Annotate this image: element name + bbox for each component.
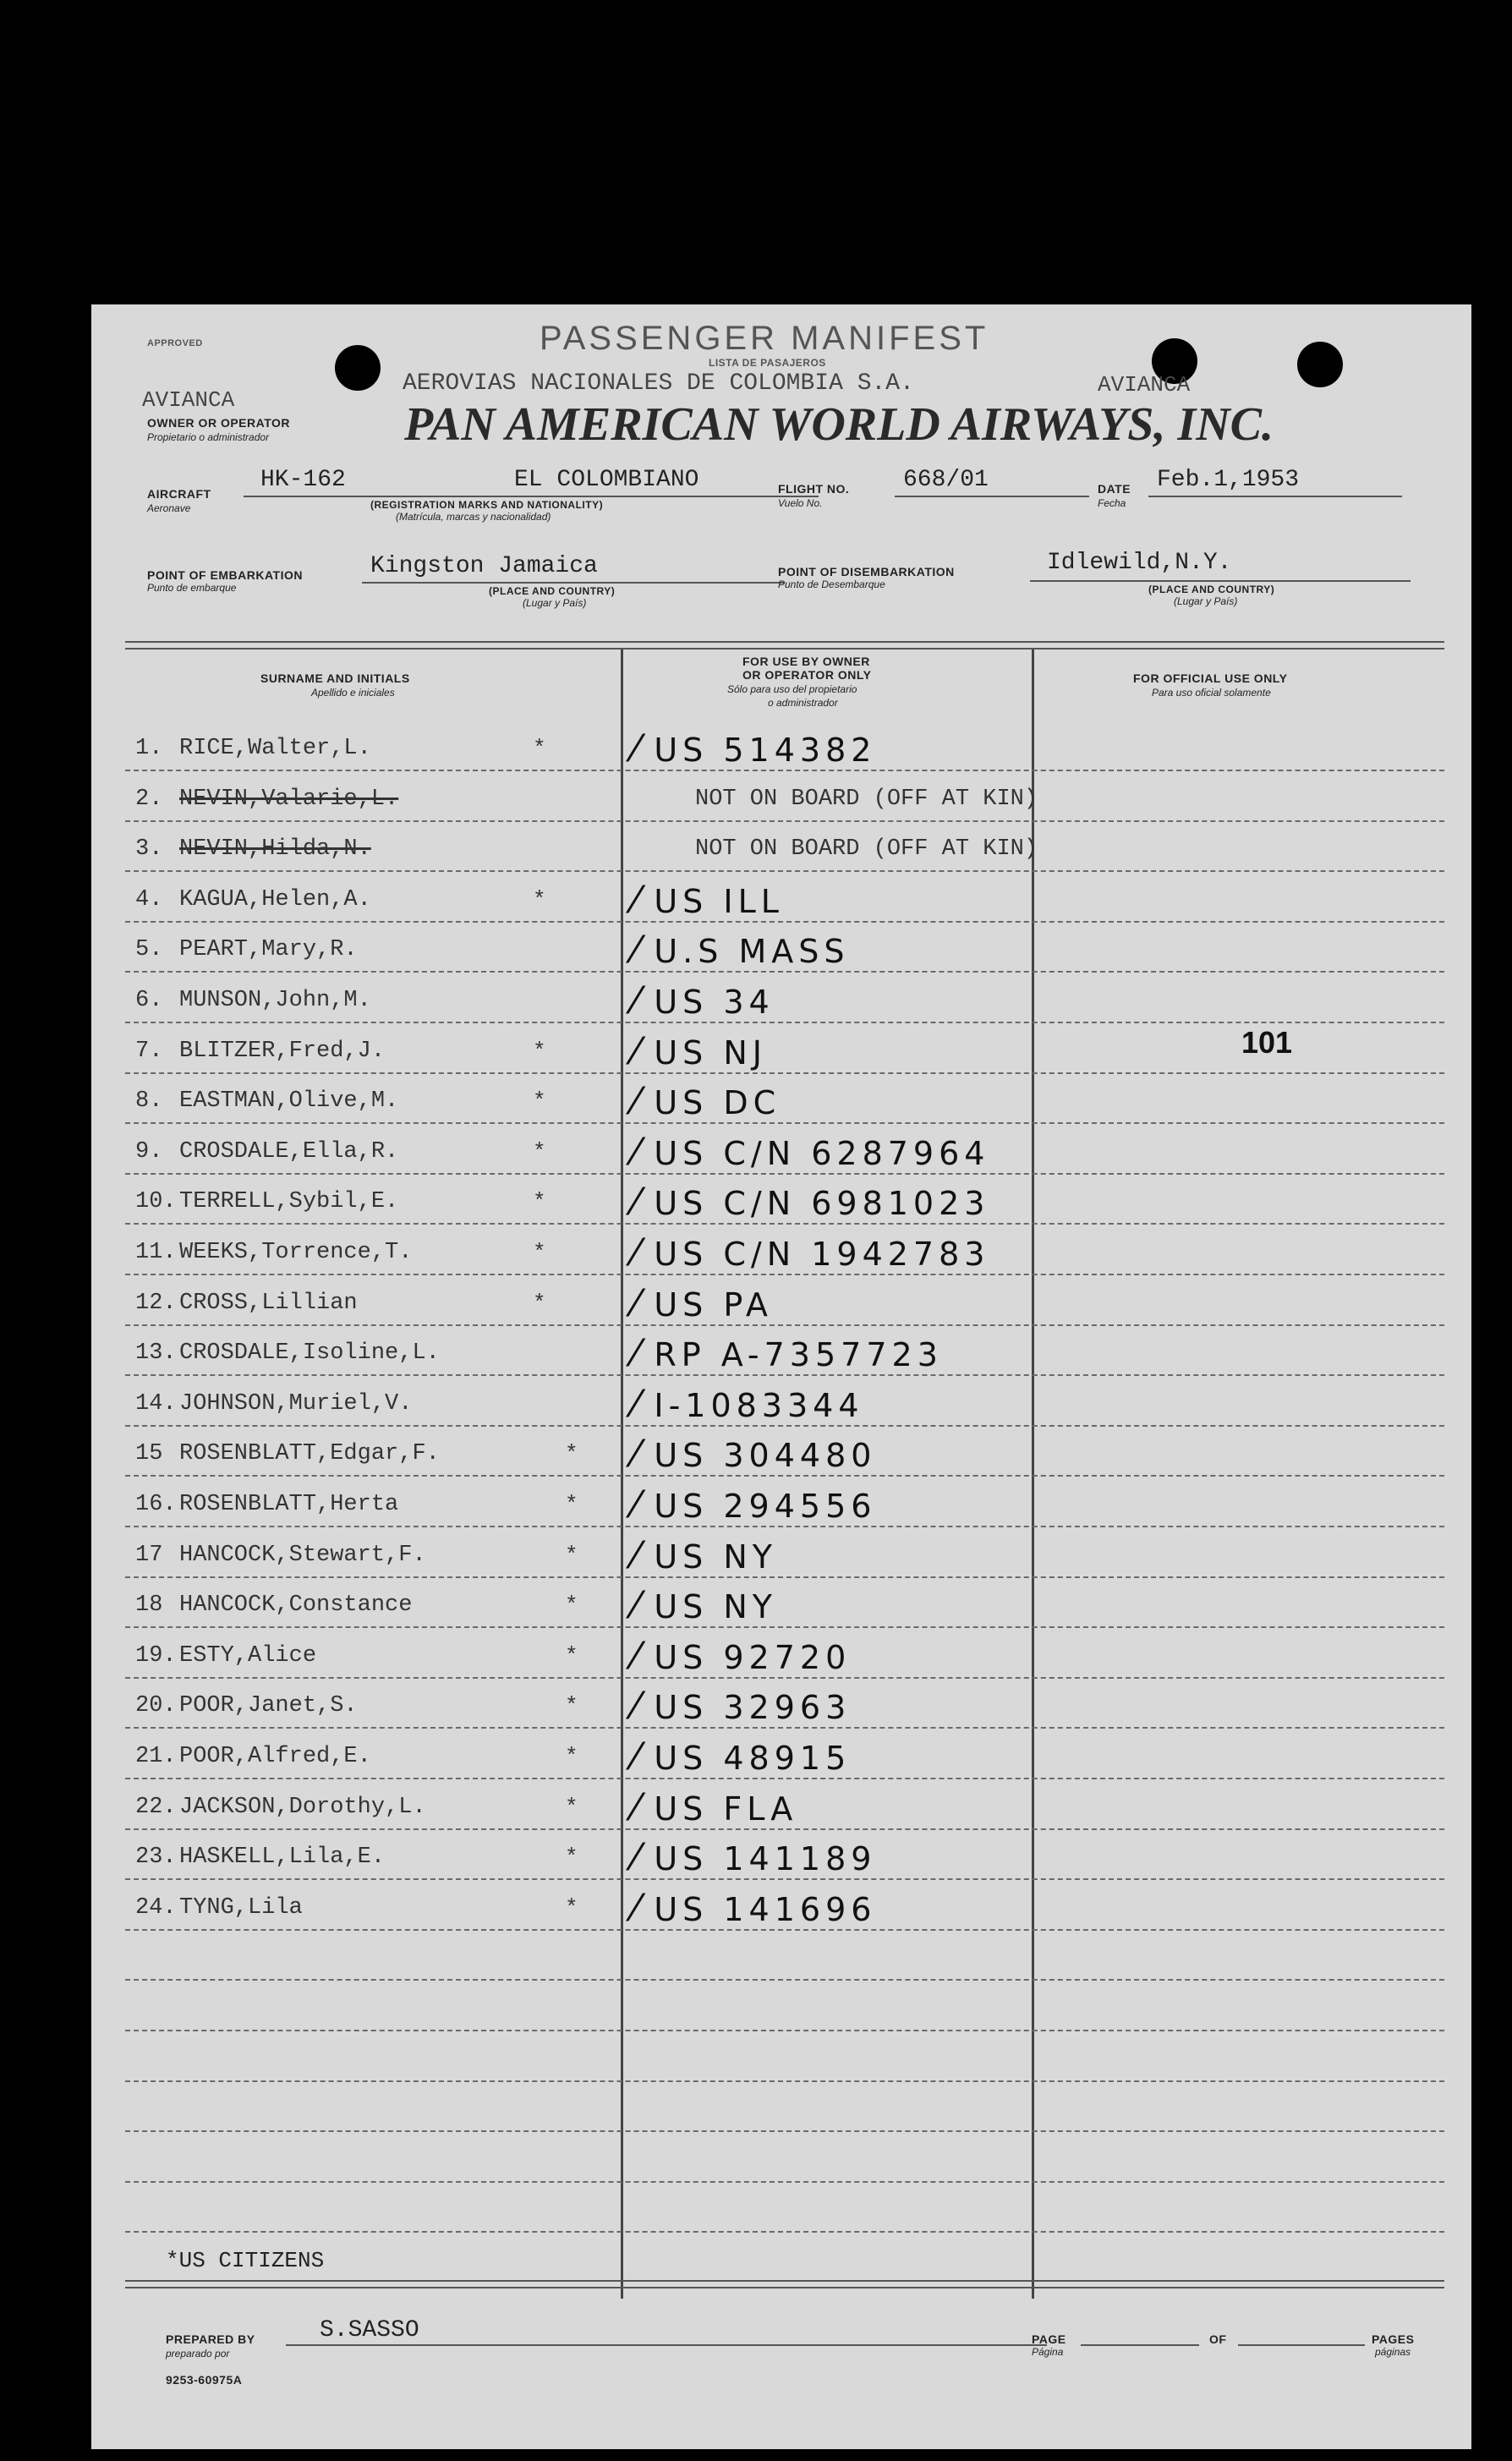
passenger-number: 5. bbox=[135, 937, 163, 962]
check-mark-icon: ⁄ bbox=[633, 1584, 639, 1627]
document-number: US C/N 1942783 bbox=[654, 1236, 990, 1273]
manifest-title: PASSENGER MANIFEST bbox=[540, 320, 989, 357]
embark-label-es: Punto de embarque bbox=[147, 582, 237, 594]
owner-label-es: Propietario o administrador bbox=[147, 431, 270, 443]
us-citizen-marker: * bbox=[565, 1492, 578, 1517]
airline-spanish: AEROVIAS NACIONALES DE COLOMBIA S.A. bbox=[403, 370, 914, 397]
embark-point: Kingston Jamaica bbox=[370, 553, 598, 579]
us-citizen-marker: * bbox=[565, 1744, 578, 1769]
passenger-number: 1. bbox=[135, 736, 163, 761]
handwritten-document-note bbox=[633, 1735, 851, 1779]
handwritten-document-note bbox=[633, 979, 775, 1022]
date-label-es: Fecha bbox=[1098, 497, 1126, 509]
aircraft-registration: HK-162 bbox=[260, 467, 346, 493]
flight-date: Feb.1,1953 bbox=[1157, 467, 1300, 493]
us-citizens-note: *US CITIZENS bbox=[166, 2248, 325, 2273]
handwritten-document-note bbox=[633, 1030, 767, 1073]
passenger-name: POOR,Alfred,E. bbox=[179, 1744, 371, 1769]
handwritten-document-note bbox=[633, 1231, 989, 1274]
owner-label: OWNER OR OPERATOR bbox=[147, 416, 290, 430]
document-number: US 32963 bbox=[654, 1689, 852, 1726]
handwritten-document-note bbox=[633, 1282, 773, 1325]
registration-label-es: (Matrícula, marcas y nacionalidad) bbox=[396, 511, 551, 523]
row-rule bbox=[125, 1122, 1444, 1124]
check-mark-icon: ⁄ bbox=[633, 1534, 639, 1577]
passenger-number: 15 bbox=[135, 1441, 163, 1466]
handwritten-document-note bbox=[633, 1131, 989, 1174]
us-citizen-marker: * bbox=[565, 1441, 578, 1466]
passenger-name: TERRELL,Sybil,E. bbox=[179, 1189, 399, 1214]
form-number: 9253-60975A bbox=[166, 2373, 243, 2387]
document-number: US 141189 bbox=[654, 1840, 877, 1877]
airline-right: AVIANCA bbox=[1098, 372, 1191, 397]
passenger-number: 12. bbox=[135, 1291, 177, 1316]
passenger-name: CROSDALE,Isoline,L. bbox=[179, 1340, 440, 1366]
check-mark-icon: ⁄ bbox=[633, 1080, 639, 1123]
check-mark-icon: ⁄ bbox=[633, 1635, 639, 1678]
passenger-name: JOHNSON,Muriel,V. bbox=[179, 1391, 413, 1417]
passenger-number: 20. bbox=[135, 1693, 177, 1718]
prepared-by-label: PREPARED BY bbox=[166, 2332, 255, 2346]
handwritten-document-note bbox=[633, 1887, 876, 1930]
column-divider-2 bbox=[1032, 650, 1034, 2299]
passenger-number: 11. bbox=[135, 1240, 177, 1265]
document-number: US DC bbox=[654, 1084, 781, 1121]
passenger-name: KAGUA,Helen,A. bbox=[179, 887, 371, 913]
document-number: US ILL bbox=[654, 883, 784, 920]
manifest-sheet bbox=[91, 304, 1471, 2449]
check-mark-icon: ⁄ bbox=[633, 1282, 639, 1325]
us-citizen-marker: * bbox=[533, 736, 546, 761]
passenger-number: 6. bbox=[135, 988, 163, 1013]
passenger-number: 2. bbox=[135, 787, 163, 812]
passenger-number: 17 bbox=[135, 1543, 163, 1568]
pages-label: PAGES bbox=[1372, 2332, 1415, 2346]
passenger-name: BLITZER,Fred,J. bbox=[179, 1039, 386, 1064]
registration-label: (REGISTRATION MARKS AND NATIONALITY) bbox=[370, 499, 604, 511]
document-number: RP A-7357723 bbox=[654, 1336, 943, 1373]
us-citizen-marker: * bbox=[533, 1240, 546, 1265]
handwritten-document-note bbox=[633, 1584, 777, 1627]
us-citizen-marker: * bbox=[533, 1291, 546, 1316]
passenger-number: 19. bbox=[135, 1643, 177, 1669]
row-rule bbox=[125, 1072, 1444, 1074]
date-label: DATE bbox=[1098, 482, 1131, 496]
us-citizen-marker: * bbox=[533, 1139, 546, 1165]
document-number: US PA bbox=[654, 1286, 773, 1324]
row-rule bbox=[125, 2231, 1444, 2233]
check-mark-icon: ⁄ bbox=[633, 1887, 639, 1930]
us-citizen-marker: * bbox=[565, 1592, 578, 1618]
passenger-number: 7. bbox=[135, 1039, 163, 1064]
us-citizen-marker: * bbox=[565, 1795, 578, 1820]
col-surname-header-es: Apellido e iniciales bbox=[311, 687, 395, 699]
col-owner-header-es-1: Sólo para uso del propietario bbox=[727, 683, 857, 695]
passenger-number: 3. bbox=[135, 836, 163, 862]
passenger-name: EASTMAN,Olive,M. bbox=[179, 1088, 399, 1114]
us-citizen-marker: * bbox=[565, 1543, 578, 1568]
disembark-place-label-es: (Lugar y País) bbox=[1174, 595, 1238, 607]
row-rule bbox=[125, 1576, 1444, 1578]
handwritten-document-note bbox=[633, 1534, 777, 1577]
passenger-name: WEEKS,Torrence,T. bbox=[179, 1240, 413, 1265]
flight-number: 668/01 bbox=[903, 467, 989, 493]
document-number: US 141696 bbox=[654, 1891, 877, 1928]
passenger-name: RICE,Walter,L. bbox=[179, 736, 371, 761]
check-mark-icon: ⁄ bbox=[633, 1433, 639, 1476]
passenger-name: NEVIN,Valarie,L. bbox=[179, 787, 399, 812]
us-citizen-marker: * bbox=[533, 887, 546, 913]
passenger-name: ROSENBLATT,Herta bbox=[179, 1492, 399, 1517]
check-mark-icon: ⁄ bbox=[633, 929, 639, 972]
embark-label: POINT OF EMBARKATION bbox=[147, 568, 303, 582]
col-official-header-es: Para uso oficial solamente bbox=[1152, 687, 1271, 699]
passenger-number: 14. bbox=[135, 1391, 177, 1417]
passenger-number: 13. bbox=[135, 1340, 177, 1366]
passenger-number: 16. bbox=[135, 1492, 177, 1517]
check-mark-icon: ⁄ bbox=[633, 1231, 639, 1274]
check-mark-icon: ⁄ bbox=[633, 1030, 639, 1073]
flight-label: FLIGHT NO. bbox=[778, 482, 850, 496]
us-citizen-marker: * bbox=[565, 1643, 578, 1669]
document-number: US NY bbox=[654, 1538, 778, 1576]
document-number: US 92720 bbox=[654, 1639, 852, 1676]
row-rule bbox=[125, 1324, 1444, 1326]
punch-hole-left bbox=[335, 345, 381, 391]
manifest-title-es: LISTA DE PASAJEROS bbox=[709, 357, 826, 369]
document-number: US 34 bbox=[654, 984, 775, 1021]
embark-place-label-es: (Lugar y País) bbox=[523, 597, 587, 609]
passenger-name: PEART,Mary,R. bbox=[179, 937, 358, 962]
col-owner-header-2: OR OPERATOR ONLY bbox=[742, 668, 872, 682]
row-rule bbox=[125, 2030, 1444, 2031]
table-top-rule bbox=[125, 641, 1444, 643]
handwritten-document-note bbox=[633, 1786, 797, 1829]
handwritten-document-note bbox=[633, 1080, 781, 1123]
passenger-number: 24. bbox=[135, 1895, 177, 1921]
row-rule bbox=[125, 2130, 1444, 2132]
handwritten-document-note bbox=[633, 1433, 876, 1476]
handwritten-document-note bbox=[633, 1483, 876, 1526]
aircraft-label: AIRCRAFT bbox=[147, 487, 211, 501]
passenger-number: 23. bbox=[135, 1844, 177, 1870]
passenger-number: 4. bbox=[135, 887, 163, 913]
check-mark-icon: ⁄ bbox=[633, 1786, 639, 1829]
row-rule bbox=[125, 1626, 1444, 1628]
prepared-by-name: S.SASSO bbox=[320, 2317, 419, 2343]
row-rule bbox=[125, 2080, 1444, 2082]
passenger-number: 18 bbox=[135, 1592, 163, 1618]
row-rule bbox=[125, 870, 1444, 872]
handwritten-document-note bbox=[633, 1383, 864, 1426]
row-rule bbox=[125, 820, 1444, 822]
check-mark-icon: ⁄ bbox=[633, 979, 639, 1022]
col-owner-header-1: FOR USE BY OWNER bbox=[742, 655, 870, 668]
us-citizen-marker: * bbox=[565, 1693, 578, 1718]
document-number: US C/N 6981023 bbox=[654, 1185, 990, 1222]
passenger-name: CROSDALE,Ella,R. bbox=[179, 1139, 399, 1165]
handwritten-document-note bbox=[633, 1635, 851, 1678]
check-mark-icon: ⁄ bbox=[633, 1836, 639, 1879]
disembark-label: POINT OF DISEMBARKATION bbox=[778, 565, 955, 578]
disembark-label-es: Punto de Desembarque bbox=[778, 578, 885, 590]
document-number: U.S MASS bbox=[654, 933, 850, 970]
passenger-name: HANCOCK,Constance bbox=[179, 1592, 413, 1618]
embark-place-label: (PLACE AND COUNTRY) bbox=[489, 585, 616, 597]
col-owner-header-es-2: o administrador bbox=[768, 697, 838, 709]
check-mark-icon: ⁄ bbox=[633, 1131, 639, 1174]
row-rule bbox=[125, 2181, 1444, 2183]
passenger-name: MUNSON,John,M. bbox=[179, 988, 371, 1013]
check-mark-icon: ⁄ bbox=[633, 879, 639, 922]
document-number: US 294556 bbox=[654, 1488, 877, 1525]
disembark-place-label: (PLACE AND COUNTRY) bbox=[1148, 584, 1275, 595]
owner-name: PAN AMERICAN WORLD AIRWAYS, INC. bbox=[404, 398, 1274, 451]
row-rule bbox=[125, 1022, 1444, 1023]
document-number: US 304480 bbox=[654, 1437, 877, 1474]
approved-stamp: APPROVED bbox=[147, 338, 203, 348]
passenger-name: ESTY,Alice bbox=[179, 1643, 317, 1669]
document-number: US FLA bbox=[654, 1790, 798, 1828]
passenger-name: CROSS,Lillian bbox=[179, 1291, 358, 1316]
document-number: US NJ bbox=[654, 1034, 768, 1072]
disembark-point: Idlewild,N.Y. bbox=[1047, 550, 1232, 576]
not-on-board-note: NOT ON BOARD (OFF AT KIN) bbox=[695, 787, 1038, 812]
passenger-name: HANCOCK,Stewart,F. bbox=[179, 1543, 426, 1568]
page-label-es: Página bbox=[1032, 2346, 1064, 2358]
document-number: I-1083344 bbox=[654, 1387, 864, 1424]
passenger-number: 8. bbox=[135, 1088, 163, 1114]
handwritten-document-note bbox=[633, 929, 849, 972]
handwritten-document-note bbox=[633, 1685, 851, 1728]
us-citizen-marker: * bbox=[565, 1895, 578, 1921]
check-mark-icon: ⁄ bbox=[633, 1332, 639, 1375]
of-label: OF bbox=[1209, 2332, 1227, 2346]
check-mark-icon: ⁄ bbox=[633, 1383, 639, 1426]
us-citizen-marker: * bbox=[533, 1189, 546, 1214]
pages-label-es: páginas bbox=[1375, 2346, 1411, 2358]
column-divider-1 bbox=[621, 650, 623, 2299]
col-surname-header: SURNAME AND INITIALS bbox=[260, 671, 410, 685]
passenger-number: 21. bbox=[135, 1744, 177, 1769]
document-number: US C/N 6287964 bbox=[654, 1135, 990, 1172]
page-label: PAGE bbox=[1032, 2332, 1066, 2346]
not-on-board-note: NOT ON BOARD (OFF AT KIN) bbox=[695, 836, 1038, 862]
airline-left: AVIANCA bbox=[142, 387, 235, 413]
official-use-number: 101 bbox=[1241, 1025, 1293, 1060]
check-mark-icon: ⁄ bbox=[633, 1181, 639, 1224]
check-mark-icon: ⁄ bbox=[633, 1483, 639, 1526]
check-mark-icon: ⁄ bbox=[633, 1685, 639, 1728]
col-official-header: FOR OFFICIAL USE ONLY bbox=[1133, 671, 1288, 685]
us-citizen-marker: * bbox=[533, 1039, 546, 1064]
us-citizen-marker: * bbox=[565, 1844, 578, 1870]
handwritten-document-note bbox=[633, 879, 784, 922]
passenger-number: 9. bbox=[135, 1139, 163, 1165]
passenger-name: JACKSON,Dorothy,L. bbox=[179, 1795, 426, 1820]
document-number: US 514382 bbox=[654, 732, 877, 769]
prepared-by-label-es: preparado por bbox=[166, 2348, 230, 2360]
flight-label-es: Vuelo No. bbox=[778, 497, 823, 509]
passenger-number: 22. bbox=[135, 1795, 177, 1820]
aircraft-label-es: Aeronave bbox=[147, 502, 191, 514]
us-citizen-marker: * bbox=[533, 1088, 546, 1114]
passenger-number: 10. bbox=[135, 1189, 177, 1214]
aircraft-name: EL COLOMBIANO bbox=[514, 467, 699, 493]
passenger-name: POOR,Janet,S. bbox=[179, 1693, 358, 1718]
check-mark-icon: ⁄ bbox=[633, 727, 639, 770]
handwritten-document-note bbox=[633, 1836, 876, 1879]
check-mark-icon: ⁄ bbox=[633, 1735, 639, 1779]
passenger-name: NEVIN,Hilda,N. bbox=[179, 836, 371, 862]
handwritten-document-note bbox=[633, 1332, 943, 1375]
document-number: US 48915 bbox=[654, 1740, 852, 1777]
passenger-name: TYNG,Lila bbox=[179, 1895, 303, 1921]
handwritten-document-note bbox=[633, 1181, 989, 1224]
row-rule bbox=[125, 1979, 1444, 1981]
punch-hole-right bbox=[1297, 342, 1343, 387]
row-rule bbox=[125, 921, 1444, 923]
passenger-name: HASKELL,Lila,E. bbox=[179, 1844, 386, 1870]
document-number: US NY bbox=[654, 1588, 778, 1625]
passenger-name: ROSENBLATT,Edgar,F. bbox=[179, 1441, 440, 1466]
handwritten-document-note bbox=[633, 727, 876, 770]
